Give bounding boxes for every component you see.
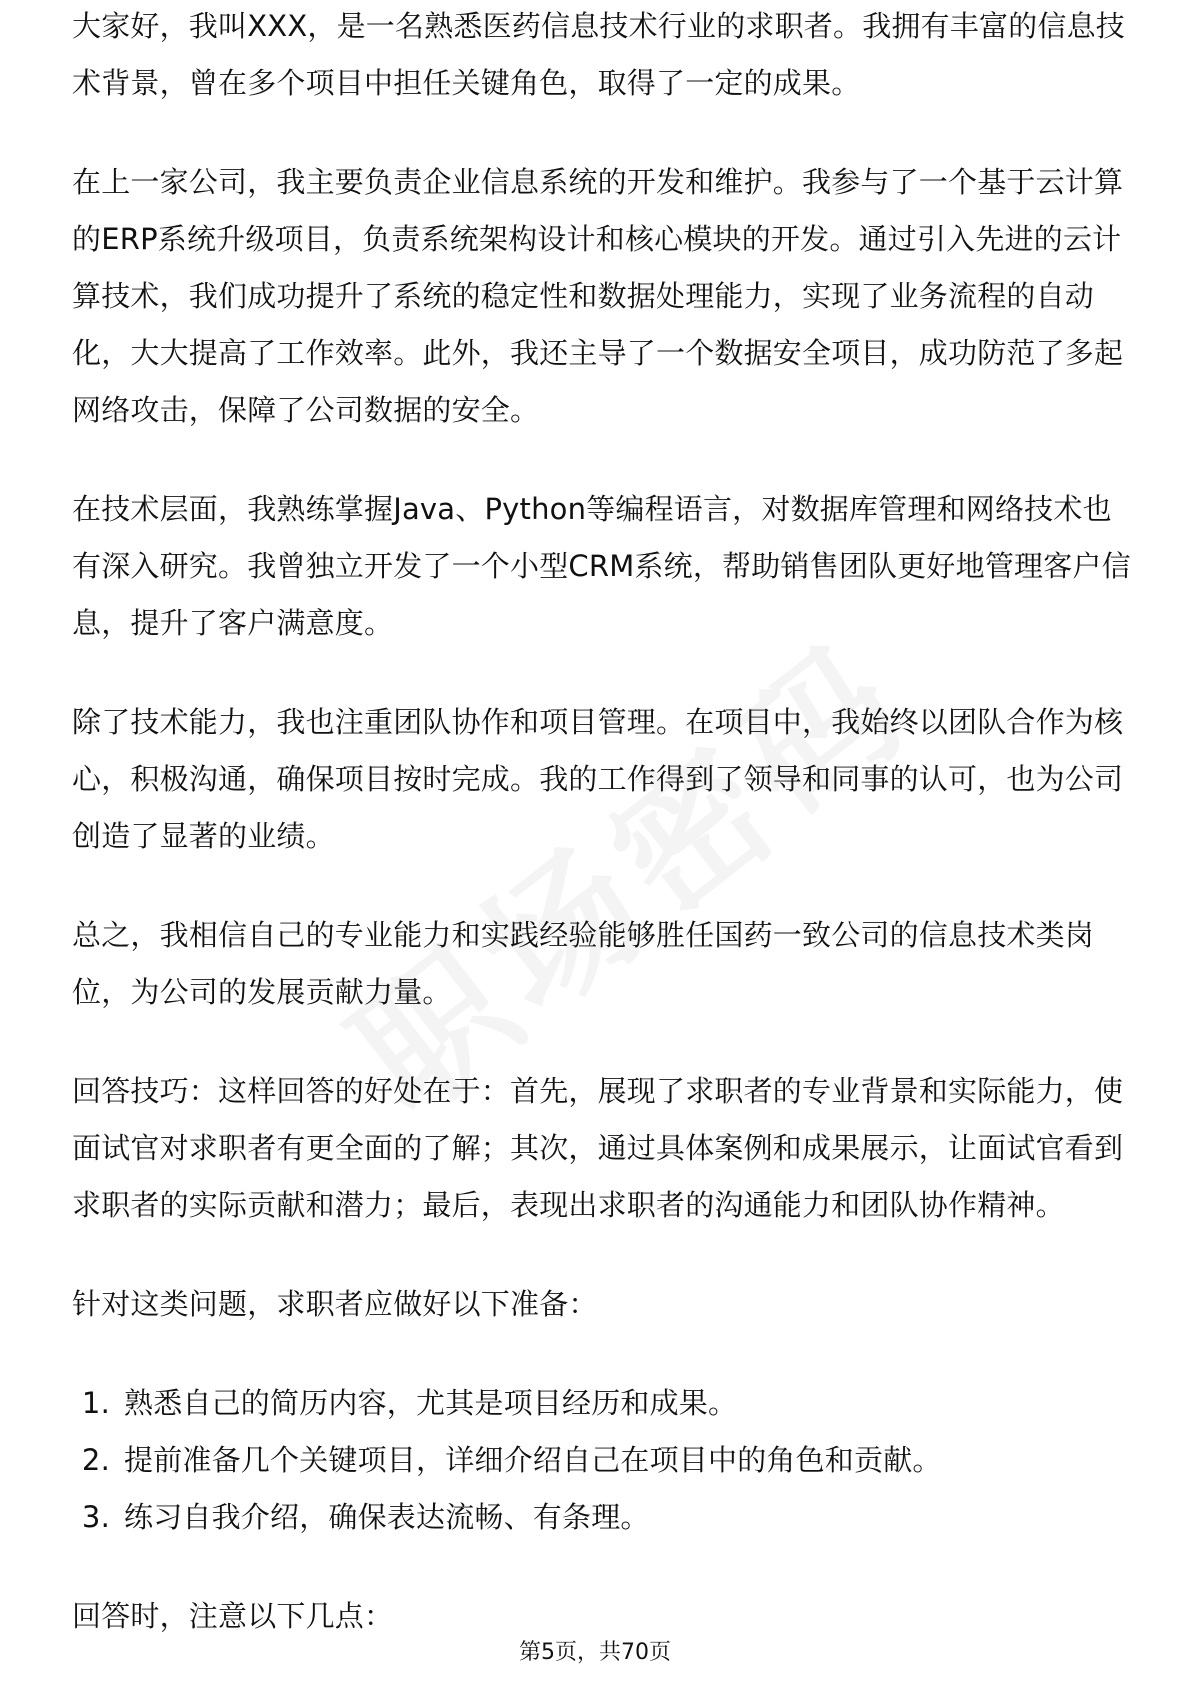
list-item [72, 1432, 1132, 1489]
paragraph-closing: 回答时，注意以下几点： [72, 1599, 394, 1633]
paragraph-experience: 在上一家公司，我主要负责企业信息系统的开发和维护。我参与了一个基于云计算的ERP系统升级项目，负责系统架构设计和核心模块的开发。通过引入先进的云计算技术，我们成功提升了系统的稳定性和数据处理能力，实现了业务流程的自动化，大大提高了工作效率。此外，我还主导了一个数据安全项目，成功防范了多起网络攻击，保障了公司数据的安全。 [72, 165, 1124, 427]
list-item-number: 2. [81, 1443, 110, 1477]
paragraph-teamwork: 除了技术能力，我也注重团队协作和项目管理。在项目中，我始终以团队合作为核心，积极沟通，确保项目按时完成。我的工作得到了领导和同事的认可，也为公司创造了显著的业绩。 [72, 705, 1124, 853]
paragraph-technical: 在技术层面，我熟练掌握Java、Python等编程语言，对数据库管理和网络技术也有深入研究。我曾独立开发了一个小型CRM系统，帮助销售团队更好地管理客户信息，提升了客户满意度。 [72, 492, 1131, 640]
list-item-text: 熟悉自己的简历内容，尤其是项目经历和成果。 [124, 1386, 738, 1420]
list-item-number: 1. [81, 1386, 110, 1420]
list-item-text: 提前准备几个关键项目，详细介绍自己在项目中的角色和贡献。 [124, 1443, 942, 1477]
paragraph-intro: 大家好，我叫XXX，是一名熟悉医药信息技术行业的求职者。我拥有丰富的信息技术背景，曾在多个项目中担任关键角色，取得了一定的成果。 [72, 9, 1126, 100]
list-item-text: 练习自我介绍，确保表达流畅、有条理。 [124, 1500, 650, 1534]
preparation-list [72, 1375, 1132, 1546]
list-item-number: 3. [81, 1500, 110, 1534]
page-footer: 第5页，共70页 [519, 1640, 671, 1665]
document-body [72, 9, 1132, 1684]
paragraph-summary: 总之，我相信自己的专业能力和实践经验能够胜任国药一致公司的信息技术类岗位，为公司的发展贡献力量。 [72, 918, 1095, 1009]
paragraph-answer-tips: 回答技巧：这样回答的好处在于：首先，展现了求职者的专业背景和实际能力，使面试官对求职者有更全面的了解；其次，通过具体案例和成果展示，让面试官看到求职者的实际贡献和潜力；最后，表现出求职者的沟通能力和团队协作精神。 [72, 1074, 1124, 1222]
paragraph-preparation-intro: 针对这类问题，求职者应做好以下准备： [72, 1287, 598, 1321]
list-item [72, 1375, 1132, 1432]
list-item [72, 1489, 1132, 1546]
